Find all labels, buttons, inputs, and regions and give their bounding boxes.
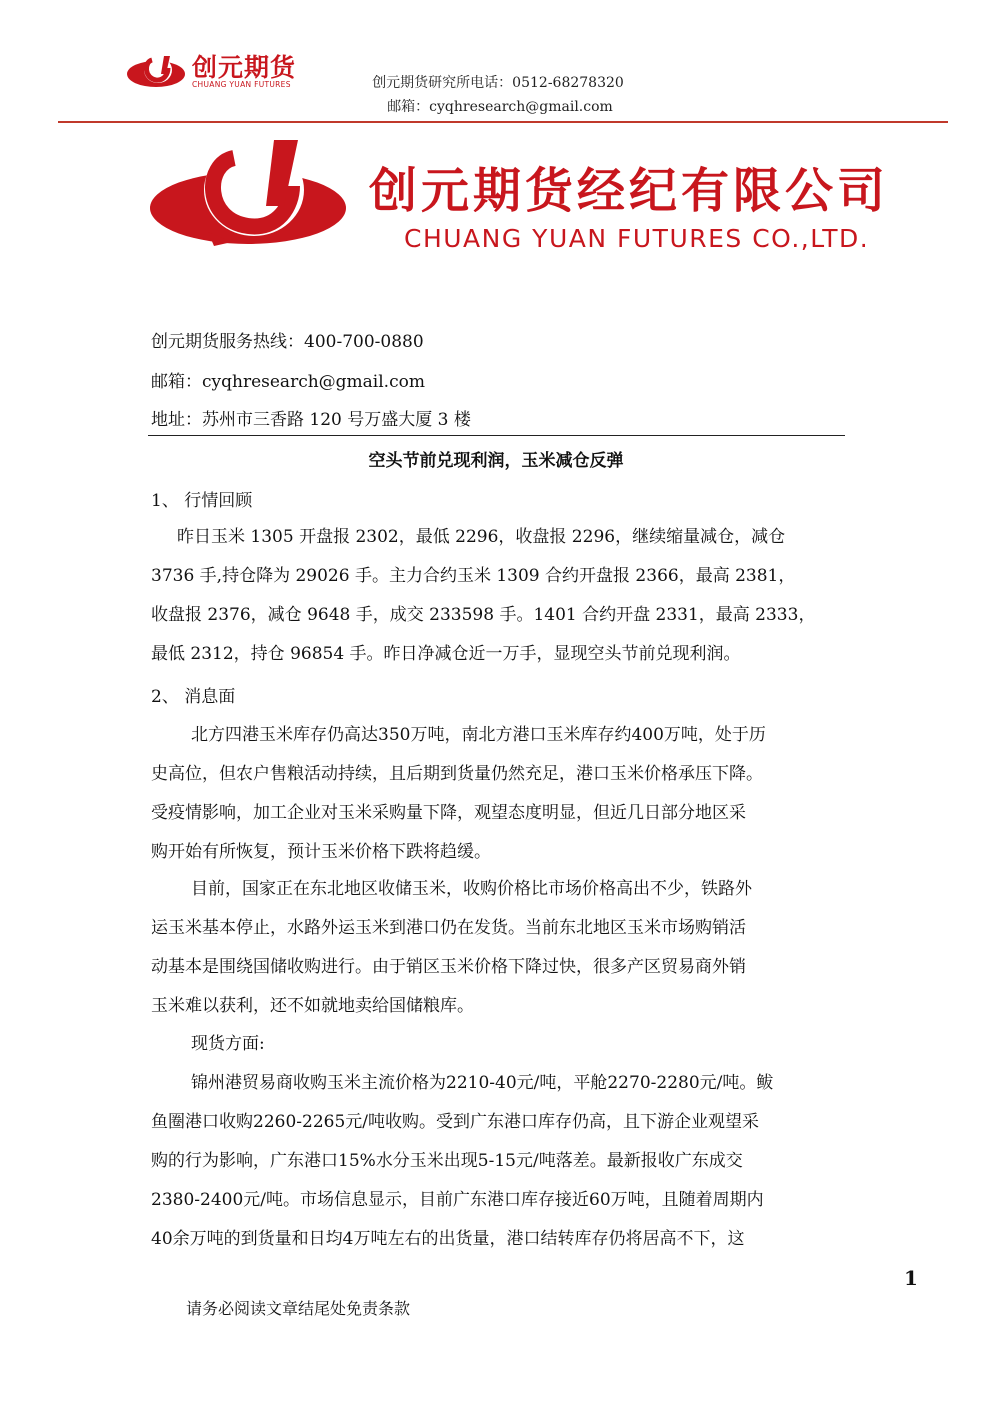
header-email: 邮箱：cyqhresearch@gmail.com	[387, 99, 613, 115]
contact-email: 邮箱：cyqhresearch@gmail.com	[151, 372, 425, 392]
header-logo-text-cn: 创元期货	[192, 53, 297, 82]
banner-company-name-en: CHUANG YUAN FUTURES CO.,LTD.	[404, 224, 870, 253]
paragraph-line: 北方四港玉米库存仍高达350万吨，南北方港口玉米库存约400万吨，处于历	[191, 725, 766, 745]
paragraph-line: 2380-2400元/吨。市场信息显示，目前广东港口库存接近60万吨，且随着周期内	[151, 1190, 764, 1210]
header-divider	[58, 121, 948, 123]
header-phone: 创元期货研究所电话：0512-68278320	[372, 75, 624, 91]
paragraph-spot-heading	[151, 1025, 851, 1064]
contact-address: 地址：苏州市三香路 120 号万盛大厦 3 楼	[151, 410, 471, 430]
paragraph-news-2	[151, 870, 851, 1026]
paragraph-line: 昨日玉米 1305 开盘报 2302，最低 2296，收盘报 2296，继续缩量减仓，减仓	[177, 527, 786, 547]
company-logo-large-icon	[148, 136, 348, 248]
banner-logo	[148, 136, 348, 252]
service-hotline: 创元期货服务热线：400-700-0880	[151, 332, 424, 352]
paragraph-market-review	[151, 518, 851, 674]
paragraph-line: 锦州港贸易商收购玉米主流价格为2210-40元/吨，平舱2270-2280元/吨。鲅	[191, 1073, 774, 1093]
paragraph-line: 鱼圈港口收购2260-2265元/吨收购。受到广东港口库存仍高，且下游企业观望采	[151, 1112, 759, 1132]
paragraph-line: 最低 2312，持仓 96854 手。昨日净减仓近一万手，显现空头节前兑现利润。	[151, 644, 741, 664]
article-title: 空头节前兑现利润，玉米减仓反弹	[368, 451, 624, 471]
paragraph-line: 现货方面:	[191, 1034, 265, 1054]
paragraph-line: 购的行为影响，广东港口15%水分玉米出现5-15元/吨落差。最新报收广东成交	[151, 1151, 743, 1171]
banner-company-name-cn: 创元期货经纪有限公司	[369, 163, 890, 219]
paragraph-line: 40余万吨的到货量和日均4万吨左右的出货量，港口结转库存仍将居高不下，这	[151, 1229, 745, 1249]
paragraph-line: 受疫情影响，加工企业对玉米采购量下降，观望态度明显，但近几日部分地区采	[151, 803, 746, 823]
page-number: 1	[904, 1266, 918, 1290]
footer-disclaimer-note: 请务必阅读文章结尾处免责条款	[186, 1299, 411, 1318]
header-logo-text-en: CHUANG YUAN FUTURES	[192, 80, 291, 89]
paragraph-line: 购开始有所恢复，预计玉米价格下跌将趋缓。	[151, 842, 491, 862]
paragraph-line: 收盘报 2376，减仓 9648 手，成交 233598 手。1401 合约开盘 2331，最高 2333，	[151, 605, 816, 625]
paragraph-line: 史高位，但农户售粮活动持续，且后期到货量仍然充足，港口玉米价格承压下降。	[151, 764, 763, 784]
paragraph-news-1	[151, 716, 851, 872]
paragraph-line: 动基本是围绕国储收购进行。由于销区玉米价格下降过快，很多产区贸易商外销	[151, 957, 746, 977]
section-heading-news: 2、 消息面	[151, 687, 236, 707]
section-heading-market-review: 1、 行情回顾	[151, 491, 253, 511]
paragraph-line: 3736 手,持仓降为 29026 手。主力合约玉米 1309 合约开盘报 2366，最高 2381，	[151, 566, 796, 586]
paragraph-line: 玉米难以获利，还不如就地卖给国储粮库。	[151, 996, 474, 1016]
paragraph-line: 运玉米基本停止，水路外运玉米到港口仍在发货。当前东北地区玉米市场购销活	[151, 918, 746, 938]
paragraph-line: 目前，国家正在东北地区收储玉米，收购价格比市场价格高出不少，铁路外	[191, 879, 752, 899]
paragraph-spot	[151, 1064, 851, 1259]
contact-divider	[148, 435, 845, 436]
